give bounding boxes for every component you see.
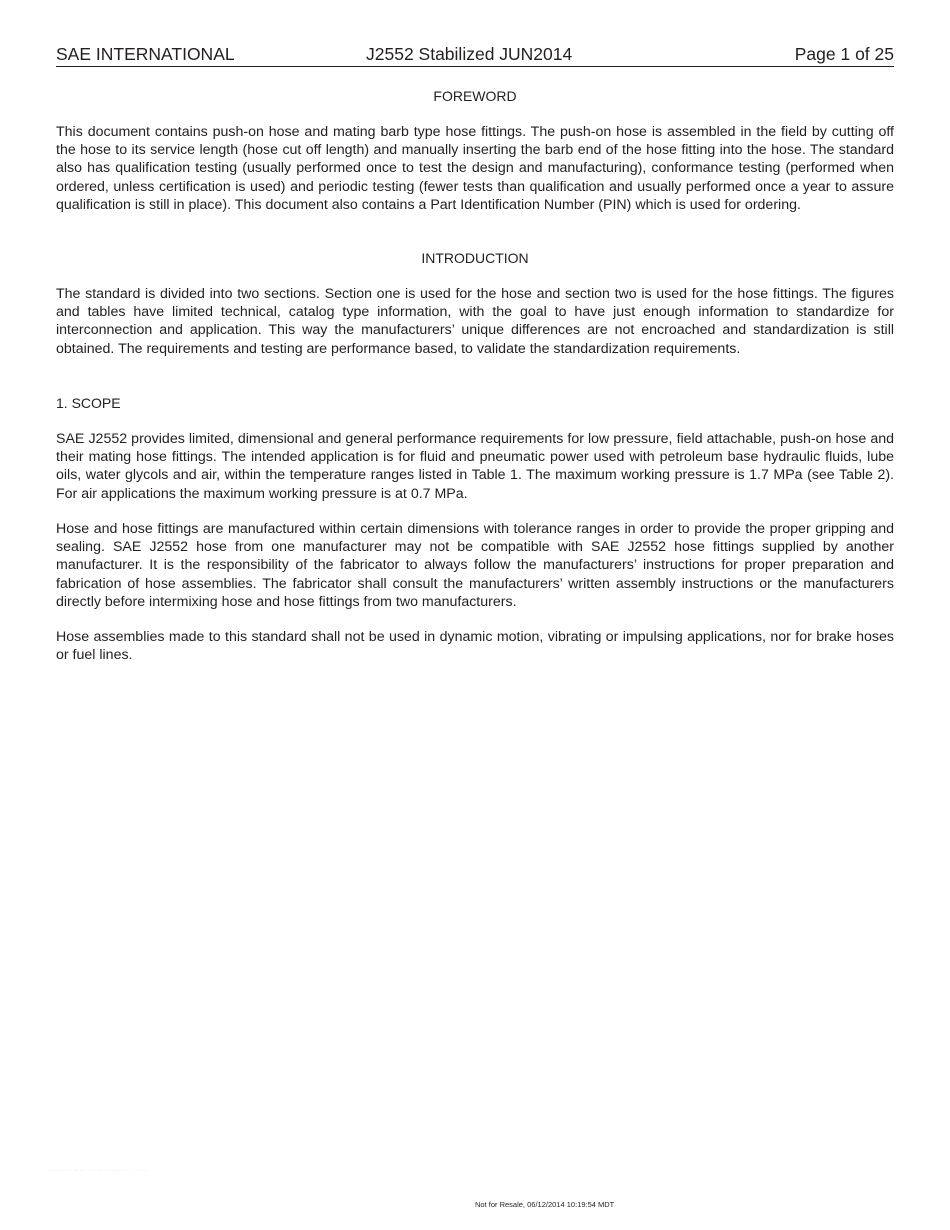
scope-paragraph-3: Hose assemblies made to this standard shall not be used in dynamic motion, vibrating or impulsing applications, nor for brake hoses or fuel lines. (56, 629, 894, 664)
introduction-heading: INTRODUCTION (421, 250, 529, 266)
scope-paragraph-1: SAE J2552 provides limited, dimensional and general performance requirements for low pressure, field attachable, push-on hose and their mating hose fittings. The intended application is for fluid and pneumatic power used with petroleum base hydraulic fluids, lube oils, water glycols and air, within the temperature ranges listed in Table 1. The maximum working pressure is 1.7 MPa (see Table 2). For air applications the maximum working pressure is at 0.7 MPa. (56, 431, 894, 502)
header-organization: SAE INTERNATIONAL (56, 44, 235, 64)
page-footer-resale-notice: Not for Resale, 06/12/2014 10:19:54 MDT (475, 1200, 615, 1209)
introduction-paragraph: The standard is divided into two sections. Section one is used for the hose and section two is used for the hose fittings. The figures and tables have limited technical, catalog type information, with the goal to have just enough information to standardize for interconnection and application. This way the manufacturers’ unique differences are not encroached and standardization is still obtained. The requirements and testing are performance based, to validate the standardization requirements. (56, 286, 894, 357)
faint-watermark-text: ····· ··· ····· ··· ······ ····· · · · · (50, 1168, 147, 1174)
page-header (56, 44, 894, 67)
foreword-heading: FOREWORD (433, 88, 517, 104)
scope-heading: 1. SCOPE (56, 395, 121, 411)
header-document-id: J2552 Stabilized JUN2014 (366, 44, 573, 64)
scope-paragraph-2: Hose and hose fittings are manufactured within certain dimensions with tolerance ranges in order to provide the proper gripping and sealing. SAE J2552 hose from one manufacturer may not be compatible with SAE J2552 hose fittings supplied by another manufacturer. It is the responsibility of the fabricator to always follow the manufacturers’ instructions for proper preparation and fabrication of hose assemblies. The fabricator shall consult the manufacturers’ written assembly instructions or the manufacturers directly before intermixing hose and hose fittings from two manufacturers. (56, 521, 894, 610)
header-page-number: Page 1 of 25 (794, 44, 894, 64)
foreword-paragraph: This document contains push-on hose and mating barb type hose fittings. The push-on hose is assembled in the field by cutting off the hose to its service length (hose cut off length) and manually inserting the barb end of the hose fitting into the hose. The standard also has qualification testing (usually performed once to test the design and manufacturing), conformance testing (performed when ordered, unless certification is used) and periodic testing (fewer tests than qualification and usually performed once a year to assure qualification is still in place). This document also contains a Part Identification Number (PIN) which is used for ordering. (56, 124, 894, 213)
